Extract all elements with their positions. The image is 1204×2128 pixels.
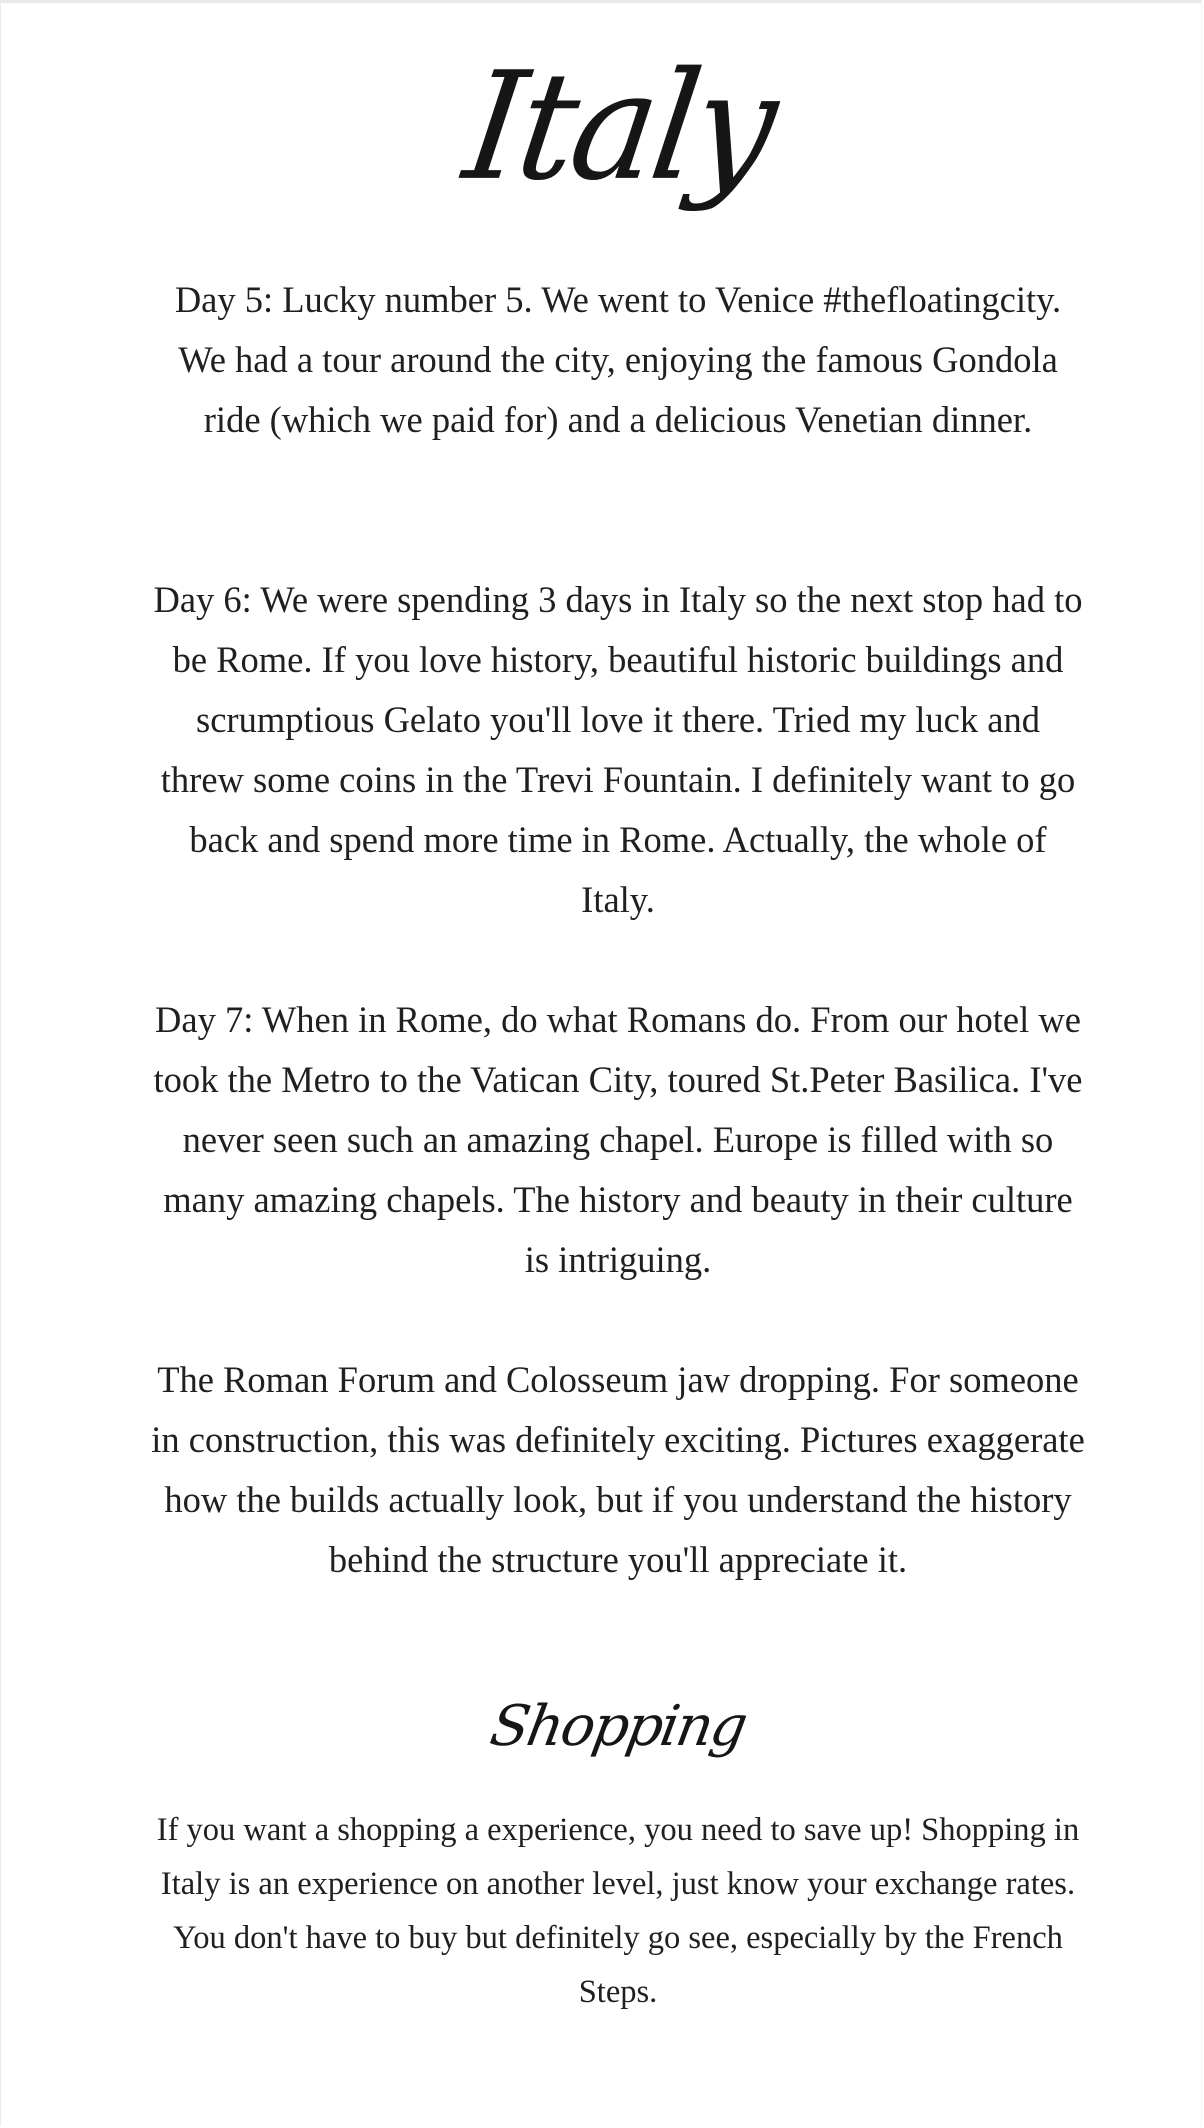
shopping-paragraph-text: If you want a shopping a experience, you need to save up! Shopping in Italy is an experience on another level, just know your exchange rates. You don't have to buy but definitely go see, especially by the French Steps. xyxy=(156,1812,1080,2010)
paragraph-day-7 xyxy=(150,990,1086,1290)
page-title: Italy xyxy=(455,40,784,214)
shopping-heading: Shopping xyxy=(485,1694,751,1759)
paragraph-day-6 xyxy=(150,570,1086,930)
paragraph-day-6-text: Day 6: We were spending 3 days in Italy so the next stop had to be Rome. If you love history, beautiful historic buildings and scrumptious Gelato you'll love it there. Tried my luck and threw some coins in the Trevi Fountain. I definitely want to go back and spend more time in Rome. Actually, the whole of Italy. xyxy=(153,579,1083,920)
paragraph-day-5 xyxy=(150,270,1086,450)
shopping-paragraph xyxy=(150,1803,1086,2019)
paragraph-day-5-text: Day 5: Lucky number 5. We went to Venice #thefloatingcity. We had a tour around the city, enjoying the famous Gondola ride (which we paid for) and a delicious Venetian dinner. xyxy=(174,279,1062,440)
paragraph-day-7-text: Day 7: When in Rome, do what Romans do. From our hotel we took the Metro to the Vatican City, toured St.Peter Basilica. I've never seen such an amazing chapel. Europe is filled with so many amazing chapels. The history and beauty in their culture is intriguing. xyxy=(153,999,1083,1280)
paragraph-roman-forum-text: The Roman Forum and Colosseum jaw dropping. For someone in construction, this was definitely exciting. Pictures exaggerate how the builds actually look, but if you understand the history behind the structure you'll appreciate it. xyxy=(151,1359,1085,1580)
paragraph-roman-forum xyxy=(150,1350,1086,1590)
